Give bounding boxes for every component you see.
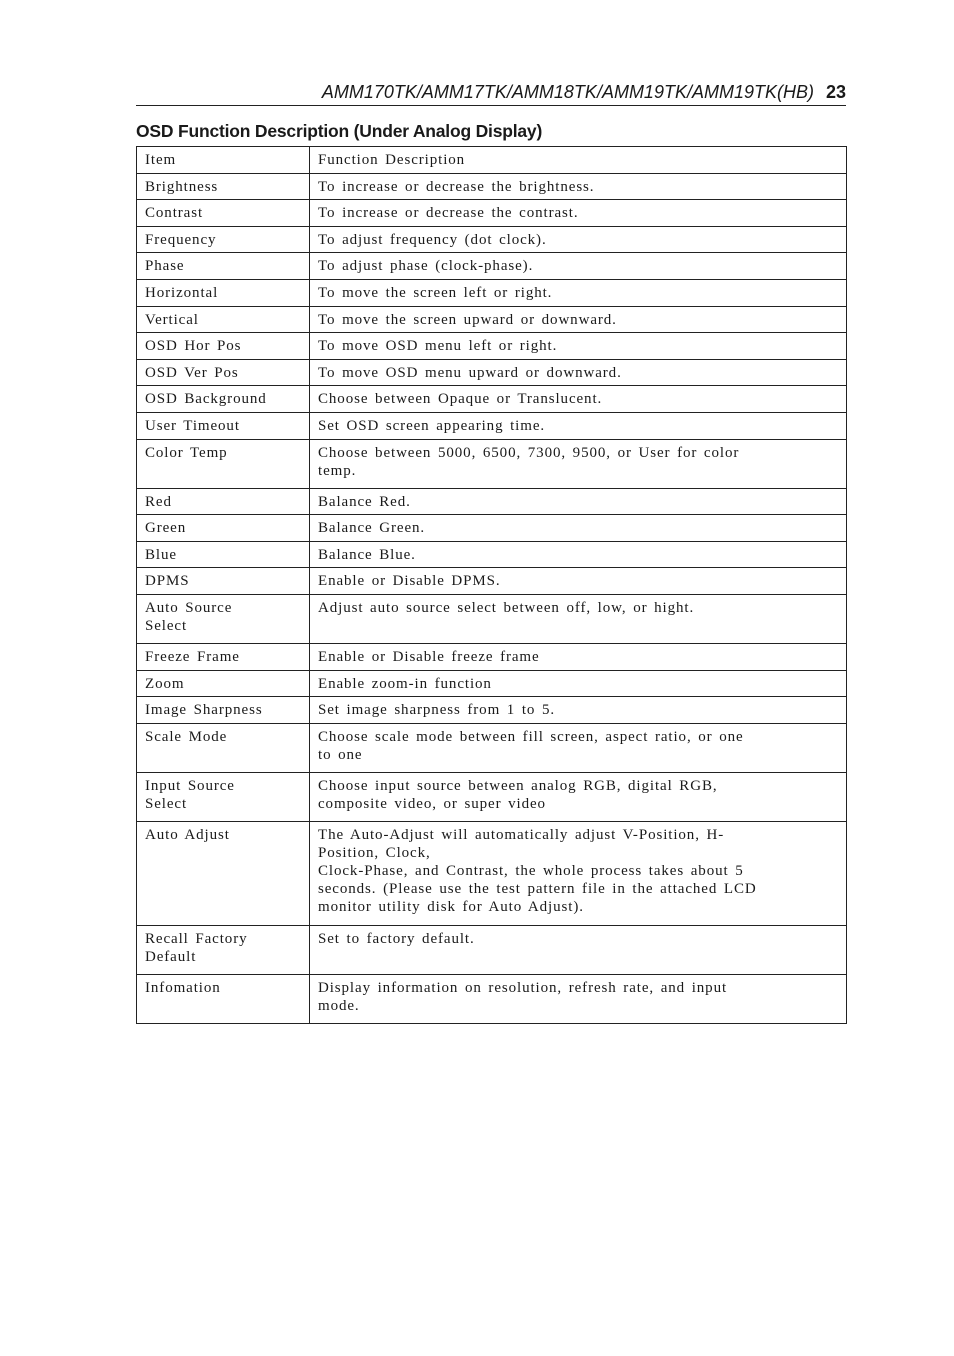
item-text: Vertical [145,311,199,328]
item-text: Contrast [145,205,204,222]
description-text: To adjust frequency (dot clock). [318,231,547,248]
table-header-row [137,147,847,174]
description-cell [310,412,847,439]
description-text: Enable or Disable freeze frame [318,648,540,665]
item-cell [137,772,310,821]
item-cell [137,594,310,643]
description-text: Balance Blue. [318,546,416,563]
description-text: Set to factory default. [318,930,475,947]
description-text: Enable zoom-in function [318,675,492,692]
table-row [137,643,847,670]
description-text: The Auto-Adjust will automatically adjust V-Position, H- [318,826,725,843]
description-text: Choose between 5000, 6500, 7300, 9500, or User for color [318,444,740,461]
item-cell [137,488,310,515]
description-cell [310,173,847,200]
description-text: composite video, or super video [318,795,546,812]
header-item: Item [137,147,310,174]
item-text: Horizontal [145,284,219,301]
table-row [137,333,847,360]
item-text: Color Temp [145,444,228,461]
table-row [137,253,847,280]
item-cell [137,925,310,974]
item-text: OSD Background [145,391,267,408]
model-list: AMM170TK/AMM17TK/AMM18TK/AMM19TK/AMM19TK(HB) [321,82,814,102]
item-cell [137,541,310,568]
item-text: Input Source [145,777,235,794]
description-cell [310,568,847,595]
description-text: To move the screen left or right. [318,284,553,301]
table-row [137,386,847,413]
description-cell [310,515,847,542]
description-text: Balance Red. [318,493,411,510]
description-text: seconds. (Please use the test pattern file in the attached LCD [318,880,757,897]
description-cell [310,821,847,925]
description-cell [310,594,847,643]
item-cell [137,643,310,670]
table-row [137,697,847,724]
table-row [137,515,847,542]
item-cell [137,173,310,200]
table-row [137,173,847,200]
description-text: temp. [318,462,357,479]
item-cell [137,974,310,1023]
table-row [137,772,847,821]
table-row [137,412,847,439]
description-cell [310,974,847,1023]
table-row [137,541,847,568]
item-cell [137,670,310,697]
description-text: To move OSD menu left or right. [318,338,558,355]
description-cell [310,925,847,974]
description-cell [310,200,847,227]
item-cell [137,226,310,253]
item-text: Brightness [145,178,219,195]
description-text: To increase or decrease the contrast. [318,205,579,222]
description-text: mode. [318,997,360,1014]
table-row [137,925,847,974]
item-text: Auto Adjust [145,826,230,843]
description-text: To adjust phase (clock-phase). [318,258,534,275]
table-row [137,359,847,386]
description-cell [310,643,847,670]
description-cell [310,723,847,772]
table-row [137,723,847,772]
description-cell [310,253,847,280]
description-text: Set OSD screen appearing time. [318,417,546,434]
item-cell [137,697,310,724]
description-text: Choose scale mode between fill screen, aspect ratio, or one [318,728,744,745]
item-cell [137,279,310,306]
description-cell [310,772,847,821]
item-text: Phase [145,258,185,275]
description-text: To move the screen upward or downward. [318,311,617,328]
table-row [137,279,847,306]
item-text: Recall Factory [145,930,248,947]
item-cell [137,200,310,227]
item-cell [137,333,310,360]
description-text: Choose input source between analog RGB, digital RGB, [318,777,718,794]
item-text: Blue [145,546,177,563]
description-cell [310,541,847,568]
description-text: Set image sharpness from 1 to 5. [318,702,556,719]
item-text: Green [145,520,187,537]
table-row [137,439,847,488]
table-row [137,974,847,1023]
description-text: to one [318,746,363,763]
item-text: Select [145,795,188,812]
item-text: Frequency [145,231,217,248]
item-cell [137,253,310,280]
osd-function-table [136,146,847,1024]
description-cell [310,306,847,333]
description-cell [310,386,847,413]
description-cell [310,697,847,724]
item-text: OSD Ver Pos [145,364,239,381]
description-text: Adjust auto source select between off, low, or hight. [318,599,695,616]
item-cell [137,821,310,925]
description-text: To move OSD menu upward or downward. [318,364,622,381]
section-title: OSD Function Description (Under Analog Display) [136,121,543,141]
page-header [136,82,846,106]
item-cell [137,306,310,333]
description-text: Clock-Phase, and Contrast, the whole process takes about 5 [318,862,744,879]
description-text: Display information on resolution, refresh rate, and input [318,979,728,996]
table-row [137,594,847,643]
item-text: Image Sharpness [145,702,263,719]
item-text: Scale Mode [145,728,228,745]
item-cell [137,359,310,386]
page-number: 23 [825,82,846,102]
description-cell [310,279,847,306]
item-text: Default [145,948,197,965]
description-cell [310,439,847,488]
item-text: Select [145,617,188,634]
description-text: Position, Clock, [318,844,431,861]
table-row [137,488,847,515]
item-text: Red [145,493,172,510]
description-cell [310,226,847,253]
table-row [137,568,847,595]
item-text: Infomation [145,979,221,996]
description-cell [310,670,847,697]
item-cell [137,723,310,772]
description-text: Choose between Opaque or Translucent. [318,391,603,408]
description-cell [310,359,847,386]
item-text: Zoom [145,675,185,692]
table-row [137,821,847,925]
description-text: Enable or Disable DPMS. [318,573,501,590]
item-cell [137,568,310,595]
item-cell [137,386,310,413]
item-text: Freeze Frame [145,648,240,665]
description-cell [310,333,847,360]
description-text: To increase or decrease the brightness. [318,178,595,195]
table-row [137,670,847,697]
header-function-description: Function Description [310,147,847,174]
item-text: User Timeout [145,417,240,434]
item-text: DPMS [145,573,190,590]
table-row [137,226,847,253]
item-text: OSD Hor Pos [145,338,242,355]
table-row [137,200,847,227]
description-text: monitor utility disk for Auto Adjust). [318,898,584,915]
item-cell [137,412,310,439]
table-row [137,306,847,333]
item-text: Auto Source [145,599,233,616]
item-cell [137,439,310,488]
item-cell [137,515,310,542]
description-cell [310,488,847,515]
description-text: Balance Green. [318,520,426,537]
